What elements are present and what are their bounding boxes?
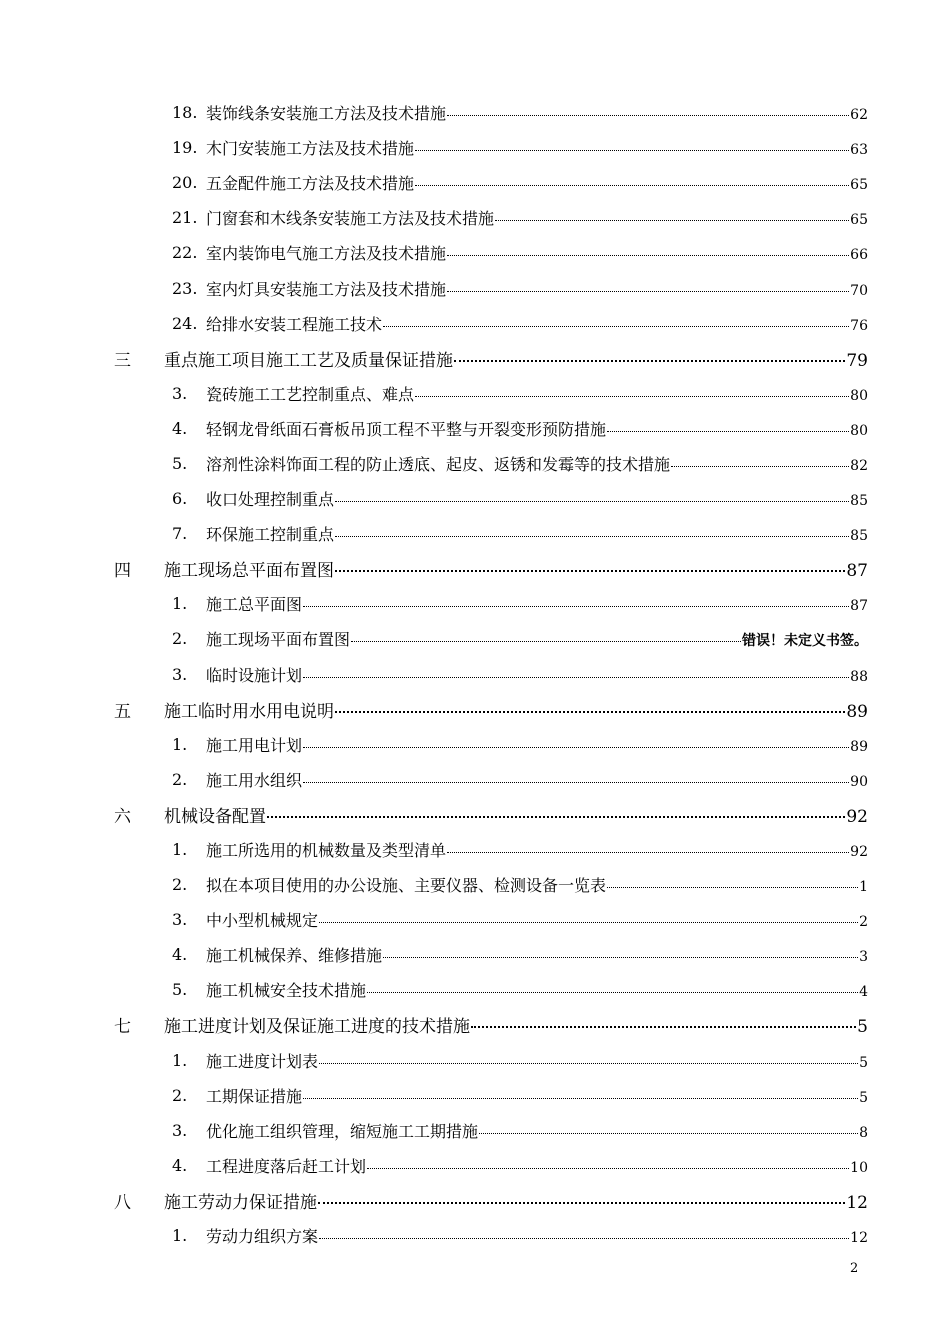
toc-entry-number: 22. bbox=[172, 243, 198, 263]
toc-entry-line bbox=[206, 1154, 868, 1177]
toc-entry-number: 六 bbox=[114, 806, 131, 827]
toc-entry-page-number: 5 bbox=[859, 1089, 868, 1106]
toc-entry-page-number: 5 bbox=[857, 1017, 868, 1038]
toc-entry-line bbox=[206, 733, 868, 756]
table-of-contents bbox=[0, 95, 950, 1253]
toc-entry-number: 24. bbox=[172, 313, 198, 333]
toc-entry-line bbox=[206, 277, 868, 300]
toc-subsection-entry[interactable] bbox=[0, 867, 950, 902]
toc-entry-line bbox=[206, 838, 868, 861]
toc-subsection-entry[interactable] bbox=[0, 762, 950, 797]
toc-entry-line bbox=[164, 556, 868, 581]
toc-entry-title[interactable]: 给排水安装工程施工技术 bbox=[206, 314, 383, 334]
toc-entry-number: 四 bbox=[114, 561, 131, 582]
toc-entry-title[interactable]: 施工临时用水用电说明 bbox=[164, 701, 334, 722]
toc-entry-title[interactable]: 施工劳动力保证措施 bbox=[164, 1192, 317, 1213]
toc-entry-number: 七 bbox=[114, 1017, 131, 1038]
toc-subsection-entry[interactable] bbox=[0, 446, 950, 481]
toc-entry-title[interactable]: 施工机械保养、维修措施 bbox=[206, 946, 383, 966]
toc-section-entry[interactable] bbox=[0, 797, 950, 832]
dot-leader bbox=[319, 1051, 858, 1067]
toc-entry-page-number: 65 bbox=[850, 212, 868, 229]
toc-entry-title[interactable]: 优化施工组织管理，缩短施工工期措施 bbox=[206, 1121, 479, 1141]
toc-entry-line bbox=[206, 206, 868, 229]
toc-subsection-entry[interactable] bbox=[0, 516, 950, 551]
toc-entry-page-number: 3 bbox=[859, 949, 868, 966]
toc-entry-line bbox=[164, 1012, 868, 1037]
dot-leader bbox=[303, 1086, 858, 1102]
toc-entry-line bbox=[206, 1049, 868, 1072]
toc-entry-page-number: 85 bbox=[850, 528, 868, 545]
toc-entry-title[interactable]: 环保施工控制重点 bbox=[206, 525, 335, 545]
toc-subsection-entry[interactable] bbox=[0, 165, 950, 200]
toc-subsection-entry[interactable] bbox=[0, 1043, 950, 1078]
toc-entry-title[interactable]: 施工用水组织 bbox=[206, 770, 303, 790]
toc-entry-title[interactable]: 装饰线条安装施工方法及技术措施 bbox=[206, 104, 447, 124]
toc-entry-number: 1. bbox=[172, 840, 188, 860]
toc-entry-title[interactable]: 溶剂性涂料饰面工程的防止透底、起皮、返锈和发霉等的技术措施 bbox=[206, 454, 671, 474]
toc-entry-title[interactable]: 施工机械安全技术措施 bbox=[206, 981, 367, 1001]
toc-subsection-entry[interactable] bbox=[0, 95, 950, 130]
toc-entry-title[interactable]: 收口处理控制重点 bbox=[206, 490, 335, 510]
dot-leader bbox=[335, 489, 849, 505]
toc-entry-title[interactable]: 瓷砖施工工艺控制重点、难点 bbox=[206, 384, 415, 404]
toc-entry-number: 1. bbox=[172, 734, 188, 754]
toc-subsection-entry[interactable] bbox=[0, 1148, 950, 1183]
toc-entry-number: 3. bbox=[172, 1120, 188, 1140]
toc-entry-page-number: 87 bbox=[846, 561, 868, 582]
toc-subsection-entry[interactable] bbox=[0, 1218, 950, 1253]
toc-entry-number: 18. bbox=[172, 103, 198, 123]
toc-subsection-entry[interactable] bbox=[0, 657, 950, 692]
dot-leader bbox=[447, 103, 849, 119]
dot-leader bbox=[415, 384, 849, 400]
toc-entry-title[interactable]: 施工用电计划 bbox=[206, 735, 303, 755]
toc-entry-title[interactable]: 轻钢龙骨纸面石膏板吊顶工程不平整与开裂变形预防措施 bbox=[206, 419, 607, 439]
toc-entry-number: 5. bbox=[172, 453, 188, 473]
toc-entry-title[interactable]: 施工进度计划及保证施工进度的技术措施 bbox=[164, 1017, 470, 1038]
dot-leader bbox=[447, 243, 849, 259]
dot-leader bbox=[495, 208, 849, 224]
toc-entry-line bbox=[164, 802, 868, 827]
toc-entry-line bbox=[206, 768, 868, 791]
toc-entry-title[interactable]: 施工现场平面布置图 bbox=[206, 630, 351, 650]
dot-leader bbox=[447, 279, 849, 295]
toc-entry-line bbox=[206, 663, 868, 686]
toc-entry-line bbox=[164, 1188, 868, 1213]
dot-leader bbox=[383, 945, 858, 961]
page-number: 2 bbox=[850, 1261, 859, 1276]
toc-entry-title[interactable]: 五金配件施工方法及技术措施 bbox=[206, 174, 415, 194]
toc-entry-title[interactable]: 施工进度计划表 bbox=[206, 1051, 319, 1071]
toc-entry-line bbox=[206, 171, 868, 194]
toc-entry-page-number: 12 bbox=[850, 1230, 868, 1247]
toc-entry-title[interactable]: 中小型机械规定 bbox=[206, 911, 319, 931]
toc-entry-number: 6. bbox=[172, 489, 188, 509]
toc-entry-number: 2. bbox=[172, 769, 188, 789]
dot-leader bbox=[303, 594, 849, 610]
toc-entry-line bbox=[164, 697, 868, 722]
toc-entry-page-number: 66 bbox=[850, 247, 868, 264]
dot-leader bbox=[335, 700, 845, 717]
toc-subsection-entry[interactable] bbox=[0, 972, 950, 1007]
toc-subsection-entry[interactable] bbox=[0, 200, 950, 235]
toc-entry-number: 19. bbox=[172, 138, 198, 158]
toc-entry-line bbox=[206, 312, 868, 335]
toc-entry-page-number: 63 bbox=[850, 142, 868, 159]
toc-entry-number: 7. bbox=[172, 524, 188, 544]
toc-entry-title[interactable]: 劳动力组织方案 bbox=[206, 1227, 319, 1247]
toc-entry-title[interactable]: 拟在本项目使用的办公设施、主要仪器、检测设备一览表 bbox=[206, 876, 607, 896]
toc-entry-page-number: 80 bbox=[850, 387, 868, 404]
toc-entry-error-text: 错误！未定义书签。 bbox=[742, 633, 868, 650]
dot-leader bbox=[335, 524, 849, 540]
toc-entry-line bbox=[206, 873, 868, 896]
toc-entry-page-number: 82 bbox=[850, 457, 868, 474]
toc-entry-number: 三 bbox=[114, 350, 131, 371]
toc-entry-number: 1. bbox=[172, 1226, 188, 1246]
toc-entry-line bbox=[206, 382, 868, 405]
toc-entry-line bbox=[164, 346, 868, 371]
toc-entry-line bbox=[206, 101, 868, 124]
dot-leader bbox=[454, 349, 845, 366]
toc-section-entry[interactable] bbox=[0, 341, 950, 376]
toc-entry-line bbox=[206, 522, 868, 545]
toc-entry-number: 4. bbox=[172, 1155, 188, 1175]
toc-entry-page-number: 62 bbox=[850, 107, 868, 124]
dot-leader bbox=[415, 173, 849, 189]
toc-entry-number: 5. bbox=[172, 980, 188, 1000]
toc-entry-page-number: 1 bbox=[859, 879, 868, 896]
toc-subsection-entry[interactable] bbox=[0, 727, 950, 762]
toc-subsection-entry[interactable] bbox=[0, 902, 950, 937]
toc-entry-line bbox=[206, 241, 868, 264]
dot-leader bbox=[367, 1156, 849, 1172]
toc-entry-number: 4. bbox=[172, 945, 188, 965]
toc-entry-line bbox=[206, 487, 868, 510]
toc-subsection-entry[interactable] bbox=[0, 481, 950, 516]
toc-entry-line bbox=[206, 136, 868, 159]
toc-entry-title[interactable]: 施工总平面图 bbox=[206, 595, 303, 615]
toc-entry-page-number: 85 bbox=[850, 493, 868, 510]
toc-subsection-entry[interactable] bbox=[0, 937, 950, 972]
toc-entry-page-number: 12 bbox=[846, 1192, 868, 1213]
dot-leader bbox=[319, 1226, 849, 1242]
toc-entry-title[interactable]: 门窗套和木线条安装施工方法及技术措施 bbox=[206, 209, 495, 229]
toc-entry-number: 2. bbox=[172, 875, 188, 895]
toc-subsection-entry[interactable] bbox=[0, 1113, 950, 1148]
toc-entry-page-number: 92 bbox=[850, 844, 868, 861]
dot-leader bbox=[671, 454, 849, 470]
toc-entry-title[interactable]: 木门安装施工方法及技术措施 bbox=[206, 139, 415, 159]
toc-entry-line bbox=[206, 452, 868, 475]
toc-entry-page-number: 89 bbox=[850, 738, 868, 755]
dot-leader bbox=[303, 665, 849, 681]
toc-subsection-entry[interactable] bbox=[0, 832, 950, 867]
toc-entry-number: 八 bbox=[114, 1192, 131, 1213]
toc-entry-page-number: 88 bbox=[850, 668, 868, 685]
dot-leader bbox=[303, 770, 849, 786]
toc-entry-number: 五 bbox=[114, 701, 131, 722]
toc-entry-line bbox=[206, 627, 868, 650]
toc-subsection-entry[interactable] bbox=[0, 621, 950, 656]
toc-subsection-entry[interactable] bbox=[0, 1078, 950, 1113]
toc-section-entry[interactable] bbox=[0, 1007, 950, 1042]
toc-entry-line bbox=[206, 592, 868, 615]
dot-leader bbox=[367, 980, 858, 996]
toc-entry-number: 1. bbox=[172, 1050, 188, 1070]
toc-entry-number: 23. bbox=[172, 278, 198, 298]
toc-entry-title[interactable]: 室内装饰电气施工方法及技术措施 bbox=[206, 244, 447, 264]
toc-entry-page-number: 89 bbox=[846, 701, 868, 722]
dot-leader bbox=[415, 138, 849, 154]
toc-section-entry[interactable] bbox=[0, 551, 950, 586]
toc-subsection-entry[interactable] bbox=[0, 130, 950, 165]
toc-entry-page-number: 8 bbox=[859, 1124, 868, 1141]
toc-entry-number: 3. bbox=[172, 383, 188, 403]
toc-entry-number: 2. bbox=[172, 629, 188, 649]
toc-entry-page-number: 5 bbox=[859, 1054, 868, 1071]
dot-leader bbox=[335, 559, 845, 576]
toc-subsection-entry[interactable] bbox=[0, 411, 950, 446]
toc-section-entry[interactable] bbox=[0, 692, 950, 727]
toc-entry-title[interactable]: 施工所选用的机械数量及类型清单 bbox=[206, 841, 447, 861]
dot-leader bbox=[318, 1191, 845, 1208]
toc-entry-title[interactable]: 室内灯具安装施工方法及技术措施 bbox=[206, 279, 447, 299]
toc-entry-page-number: 90 bbox=[850, 773, 868, 790]
toc-entry-number: 2. bbox=[172, 1085, 188, 1105]
toc-entry-page-number: 4 bbox=[859, 984, 868, 1001]
toc-subsection-entry[interactable] bbox=[0, 235, 950, 270]
toc-entry-page-number: 65 bbox=[850, 177, 868, 194]
toc-entry-number: 4. bbox=[172, 418, 188, 438]
dot-leader bbox=[447, 840, 849, 856]
toc-entry-page-number: 76 bbox=[850, 317, 868, 334]
dot-leader bbox=[607, 875, 858, 891]
toc-entry-number: 21. bbox=[172, 208, 198, 228]
dot-leader bbox=[303, 735, 849, 751]
dot-leader bbox=[319, 910, 858, 926]
toc-entry-number: 20. bbox=[172, 173, 198, 193]
toc-entry-page-number: 80 bbox=[850, 422, 868, 439]
toc-entry-page-number: 2 bbox=[859, 914, 868, 931]
toc-entry-number: 1. bbox=[172, 594, 188, 614]
toc-entry-title[interactable]: 工期保证措施 bbox=[206, 1086, 303, 1106]
toc-entry-line bbox=[206, 943, 868, 966]
toc-subsection-entry[interactable] bbox=[0, 270, 950, 305]
toc-entry-page-number: 70 bbox=[850, 282, 868, 299]
toc-entry-number: 3. bbox=[172, 664, 188, 684]
toc-entry-line bbox=[206, 1224, 868, 1247]
toc-entry-number: 3. bbox=[172, 910, 188, 930]
toc-entry-title[interactable]: 机械设备配置 bbox=[164, 806, 266, 827]
toc-entry-line bbox=[206, 417, 868, 440]
toc-section-entry[interactable] bbox=[0, 1183, 950, 1218]
dot-leader bbox=[479, 1121, 858, 1137]
toc-entry-page-number: 10 bbox=[850, 1159, 868, 1176]
toc-subsection-entry[interactable] bbox=[0, 586, 950, 621]
toc-entry-page-number: 87 bbox=[850, 598, 868, 615]
dot-leader bbox=[607, 419, 849, 435]
dot-leader bbox=[471, 1015, 856, 1032]
dot-leader bbox=[383, 314, 849, 330]
dot-leader bbox=[267, 805, 845, 822]
toc-subsection-entry[interactable] bbox=[0, 376, 950, 411]
dot-leader bbox=[351, 629, 741, 645]
toc-entry-page-number: 79 bbox=[846, 350, 868, 371]
toc-entry-page-number: 92 bbox=[846, 806, 868, 827]
toc-entry-line bbox=[206, 978, 868, 1001]
toc-entry-title[interactable]: 工程进度落后赶工计划 bbox=[206, 1156, 367, 1176]
toc-entry-title[interactable]: 重点施工项目施工工艺及质量保证措施 bbox=[164, 350, 453, 371]
toc-entry-line bbox=[206, 1084, 868, 1107]
toc-entry-title[interactable]: 施工现场总平面布置图 bbox=[164, 561, 334, 582]
toc-subsection-entry[interactable] bbox=[0, 306, 950, 341]
toc-entry-line bbox=[206, 1119, 868, 1142]
toc-entry-title[interactable]: 临时设施计划 bbox=[206, 665, 303, 685]
toc-entry-line bbox=[206, 908, 868, 931]
